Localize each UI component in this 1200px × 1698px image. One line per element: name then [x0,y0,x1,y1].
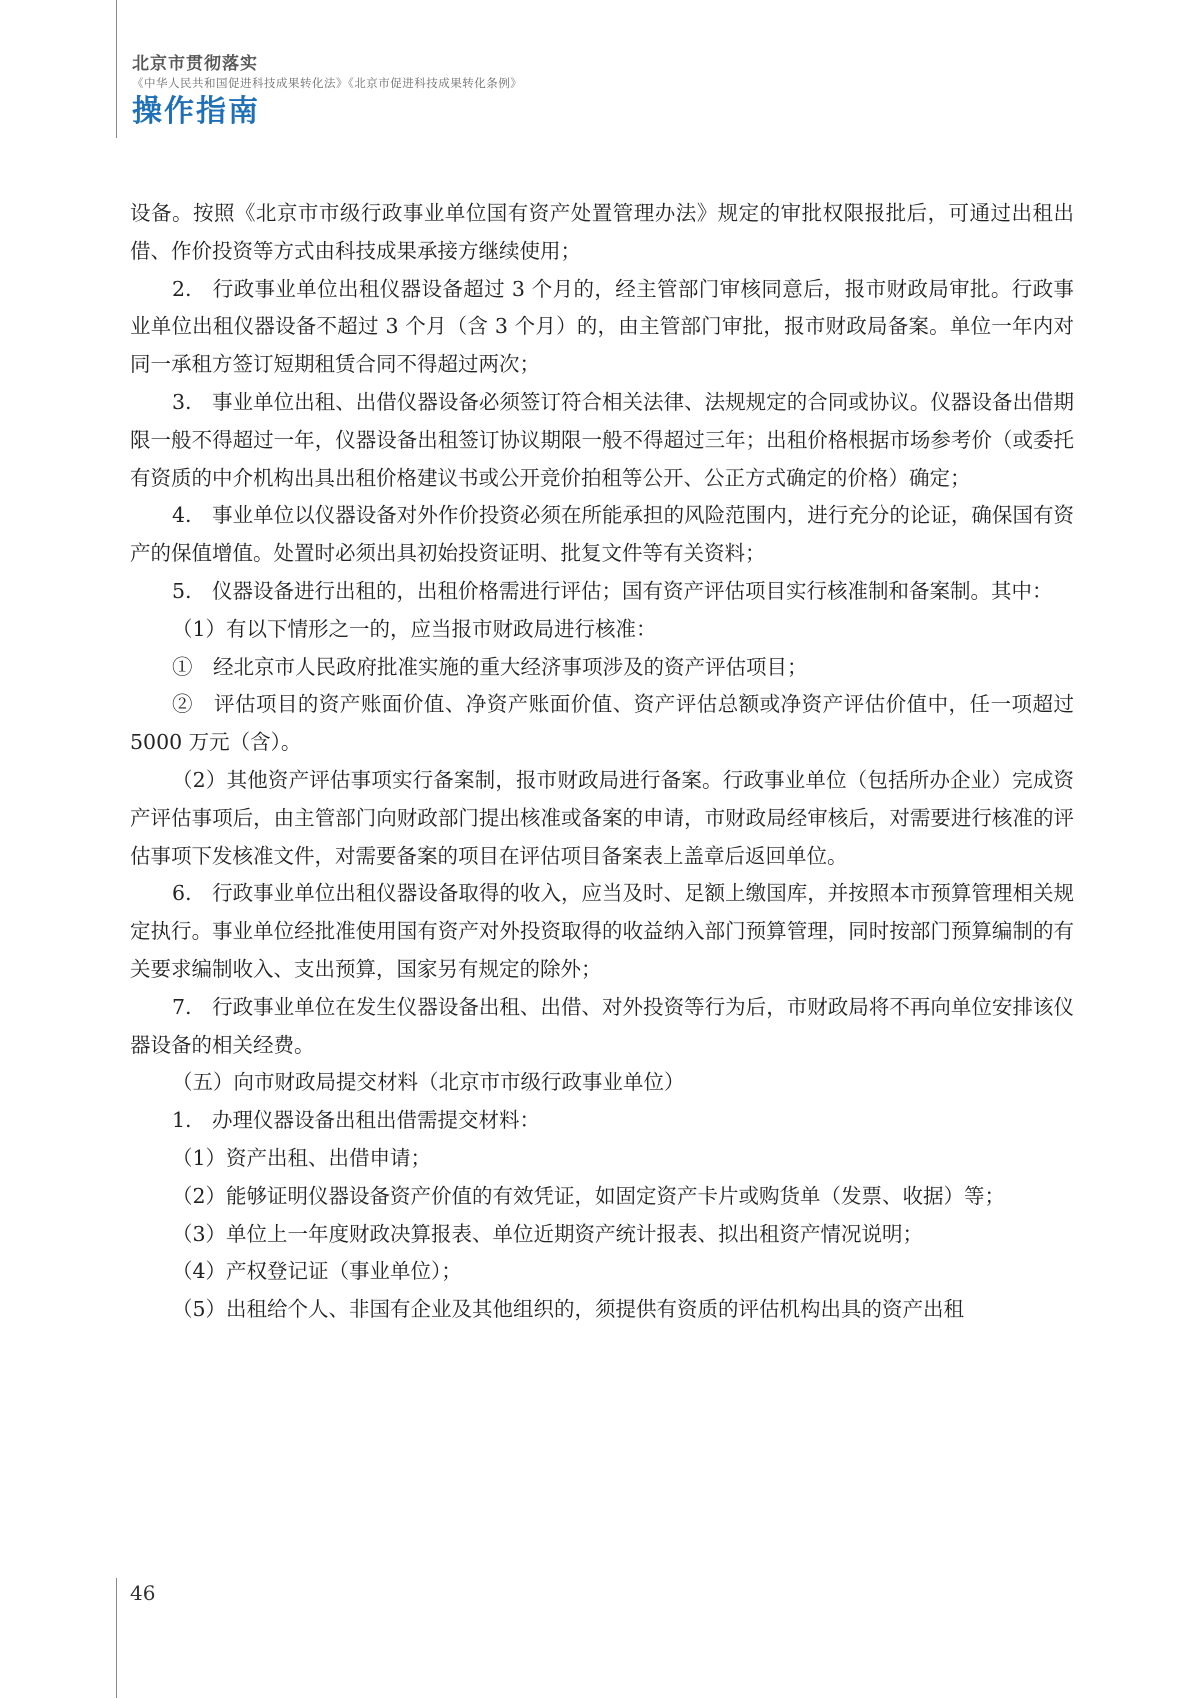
paragraph: ② 评估项目的资产账面价值、净资产账面价值、资产评估总额或净资产评估价值中，任一项超过 5000 万元（含）。 [130,692,1074,755]
paragraph: （3）单位上一年度财政决算报表、单位近期资产统计报表、拟出租资产情况说明； [172,1221,924,1246]
header-title: 北京市贯彻落实 [132,54,258,74]
running-header [132,54,522,131]
paragraph: 4. 事业单位以仪器设备对外作价投资必须在所能承担的风险范围内，进行充分的论证，确保国有资产的保值增值。处置时必须出具初始投资证明、批复文件等有关资料； [130,503,1074,566]
footer-divider-line [116,1578,117,1698]
paragraph: 5. 仪器设备进行出租的，出租价格需进行评估；国有资产评估项目实行核准制和备案制。其中： [172,578,1053,603]
paragraph: （2）能够证明仪器设备资产价值的有效凭证，如固定资产卡片或购货单（发票、收据）等； [172,1183,1006,1208]
header-section-title: 操作指南 [132,94,260,129]
header-divider-line [116,0,117,138]
paragraph: 1. 办理仪器设备出租出借需提交材料： [172,1108,541,1133]
paragraph: 3. 事业单位出租、出借仪器设备必须签订符合相关法律、法规规定的合同或协议。仪器设备出借期限一般不得超过一年，仪器设备出租签订协议期限一般不得超过三年；出租价格根据市场参考价（或委托有资质的中介机构出具出租价格建议书或公开竞价拍租等公开、公正方式确定的价格）确定； [130,389,1074,490]
paragraph: （1）资产出租、出借申请； [172,1145,432,1170]
paragraph: 设备。按照《北京市市级行政事业单位国有资产处置管理办法》规定的审批权限报批后，可通过出租出借、作价投资等方式由科技成果承接方继续使用； [130,201,1074,263]
body-text [130,195,1074,1329]
paragraph: （2）其他资产评估事项实行备案制，报市财政局进行备案。行政事业单位（包括所办企业）完成资产评估事项后，由主管部门向财政部门提出核准或备案的申请，市财政局经审核后，对需要进行核准的评估事项下发核准文件，对需要备案的项目在评估项目备案表上盖章后返回单位。 [130,767,1074,868]
header-subtitle: 《中华人民共和国促进科技成果转化法》《北京市促进科技成果转化条例》 [132,76,523,90]
paragraph: ① 经北京市人民政府批准实施的重大经济事项涉及的资产评估项目； [172,654,808,679]
paragraph: 6. 行政事业单位出租仪器设备取得的收入，应当及时、足额上缴国库，并按照本市预算管理相关规定执行。事业单位经批准使用国有资产对外投资取得的收益纳入部门预算管理，同时按部门预算编制的有关要求编制收入、支出预算，国家另有规定的除外； [130,881,1074,981]
paragraph: （5）出租给个人、非国有企业及其他组织的，须提供有资质的评估机构出具的资产出租 [172,1297,965,1322]
paragraph: （1）有以下情形之一的，应当报市财政局进行核准： [172,616,657,641]
paragraph: 2. 行政事业单位出租仪器设备超过 3 个月的，经主管部门审核同意后，报市财政局审批。行政事业单位出租仪器设备不超过 3 个月（含 3 个月）的，由主管部门审批，报市财政局备案。单位一年内对同一承租方签订短期租赁合同不得超过两次； [130,276,1074,377]
page-number: 46 [130,1581,156,1605]
paragraph: （4）产权登记证（事业单位）； [172,1259,462,1284]
paragraph: 7. 行政事业单位在发生仪器设备出租、出借、对外投资等行为后，市财政局将不再向单位安排该仪器设备的相关经费。 [130,994,1074,1057]
paragraph: （五）向市财政局提交材料（北京市市级行政事业单位） [172,1070,685,1095]
